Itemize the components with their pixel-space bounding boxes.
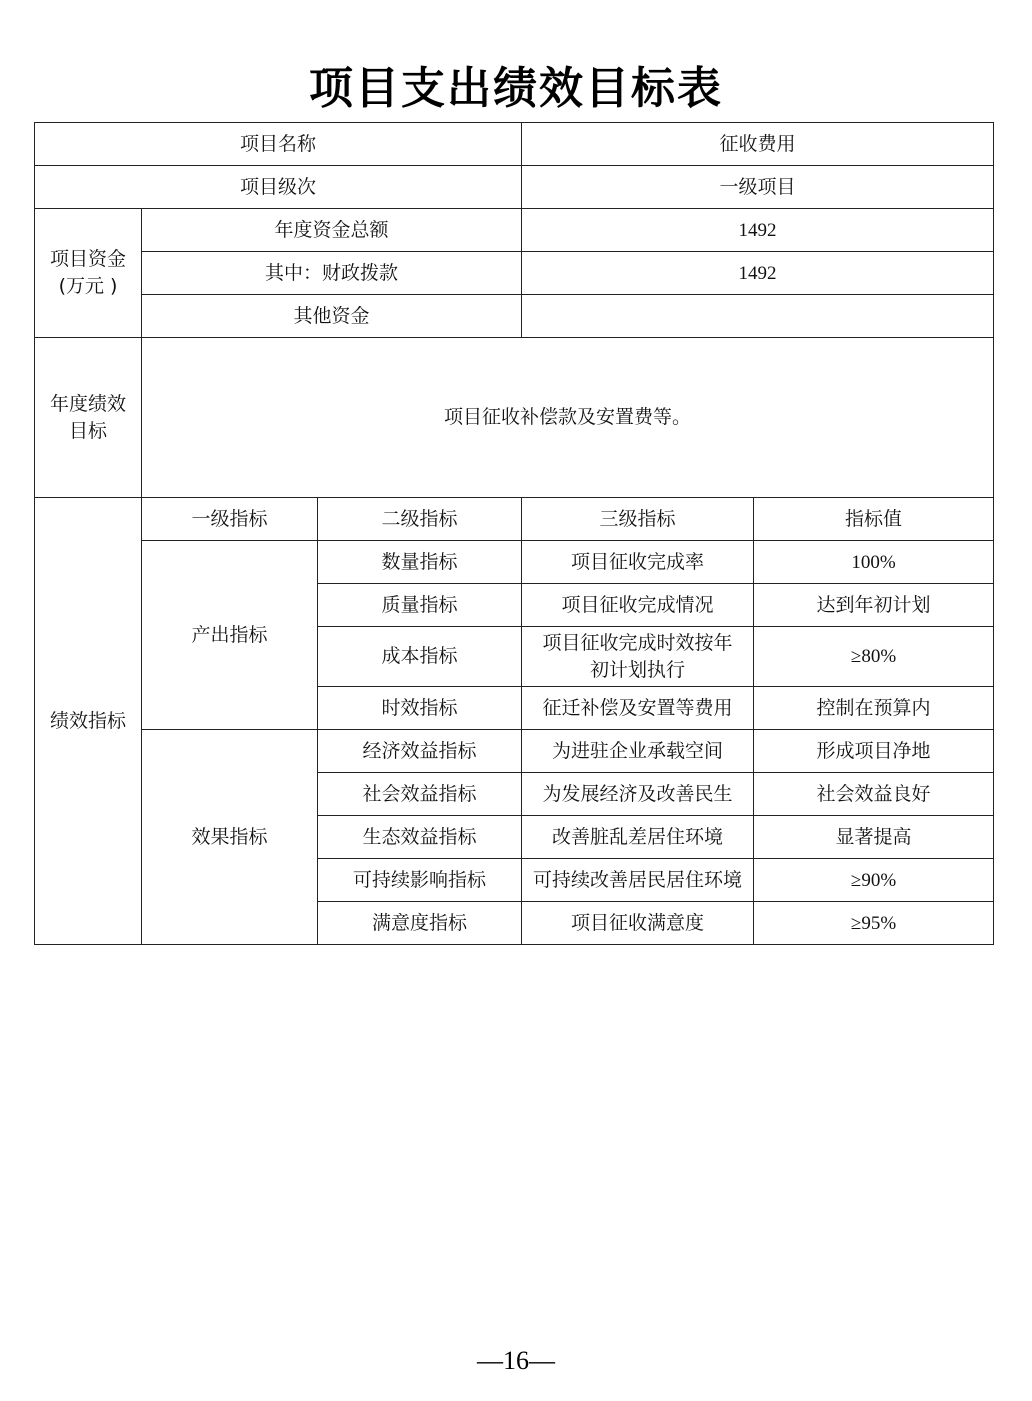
project-level-row <box>35 166 994 209</box>
page-number: —16— <box>477 1346 555 1375</box>
project-level-label: 项目级次 <box>35 166 522 209</box>
funds-fiscal-row <box>35 252 994 295</box>
level1-effect: 效果指标 <box>142 730 318 945</box>
value-cell: ≥95% <box>754 902 994 945</box>
funds-other-value <box>522 295 994 338</box>
indicator-header-row <box>35 498 994 541</box>
level2-cell: 成本指标 <box>318 627 522 687</box>
table-row <box>35 541 994 584</box>
level3-cell: 项目征收满意度 <box>522 902 754 945</box>
funds-other-row <box>35 295 994 338</box>
level3-cell: 为进驻企业承载空间 <box>522 730 754 773</box>
level3-cell: 可持续改善居民居住环境 <box>522 859 754 902</box>
header-level1: 一级指标 <box>142 498 318 541</box>
funds-total-row <box>35 209 994 252</box>
funds-fiscal-label: 其中：财政拨款 <box>142 252 522 295</box>
funds-fiscal-value: 1492 <box>522 252 994 295</box>
project-name-value: 征收费用 <box>522 123 994 166</box>
project-level-value: 一级项目 <box>522 166 994 209</box>
value-cell: 达到年初计划 <box>754 584 994 627</box>
annual-goal-label: 年度绩效 目标 <box>35 338 142 498</box>
project-name-label: 项目名称 <box>35 123 522 166</box>
table-row <box>35 730 994 773</box>
funds-total-label: 年度资金总额 <box>142 209 522 252</box>
level2-cell: 数量指标 <box>318 541 522 584</box>
document-title: 项目支出绩效目标表 <box>309 63 723 114</box>
level2-cell: 经济效益指标 <box>318 730 522 773</box>
value-cell: 显著提高 <box>754 816 994 859</box>
level2-cell: 生态效益指标 <box>318 816 522 859</box>
level3-cell: 项目征收完成情况 <box>522 584 754 627</box>
level3-cell: 项目征收完成率 <box>522 541 754 584</box>
level2-cell: 可持续影响指标 <box>318 859 522 902</box>
value-cell: 100% <box>754 541 994 584</box>
level3-cell: 征迁补偿及安置等费用 <box>522 687 754 730</box>
level2-cell: 时效指标 <box>318 687 522 730</box>
funds-total-value: 1492 <box>522 209 994 252</box>
annual-goal-row <box>35 338 994 498</box>
level2-cell: 社会效益指标 <box>318 773 522 816</box>
value-cell: 社会效益良好 <box>754 773 994 816</box>
annual-goal-text: 项目征收补偿款及安置费等。 <box>142 338 994 498</box>
header-level3: 三级指标 <box>522 498 754 541</box>
value-cell: ≥90% <box>754 859 994 902</box>
project-name-row <box>35 123 994 166</box>
level2-cell: 质量指标 <box>318 584 522 627</box>
value-cell: 控制在预算内 <box>754 687 994 730</box>
level3-cell: 项目征收完成时效按年 初计划执行 <box>522 627 754 687</box>
level3-cell: 改善脏乱差居住环境 <box>522 816 754 859</box>
value-cell: 形成项目净地 <box>754 730 994 773</box>
funds-other-label: 其他资金 <box>142 295 522 338</box>
header-value: 指标值 <box>754 498 994 541</box>
header-level2: 二级指标 <box>318 498 522 541</box>
performance-target-table <box>34 122 994 945</box>
value-cell: ≥80% <box>754 627 994 687</box>
level1-output: 产出指标 <box>142 541 318 730</box>
level2-cell: 满意度指标 <box>318 902 522 945</box>
level3-cell: 为发展经济及改善民生 <box>522 773 754 816</box>
funds-label: 项目资金 (万元 ) <box>35 209 142 338</box>
indicators-label: 绩效指标 <box>35 498 142 945</box>
